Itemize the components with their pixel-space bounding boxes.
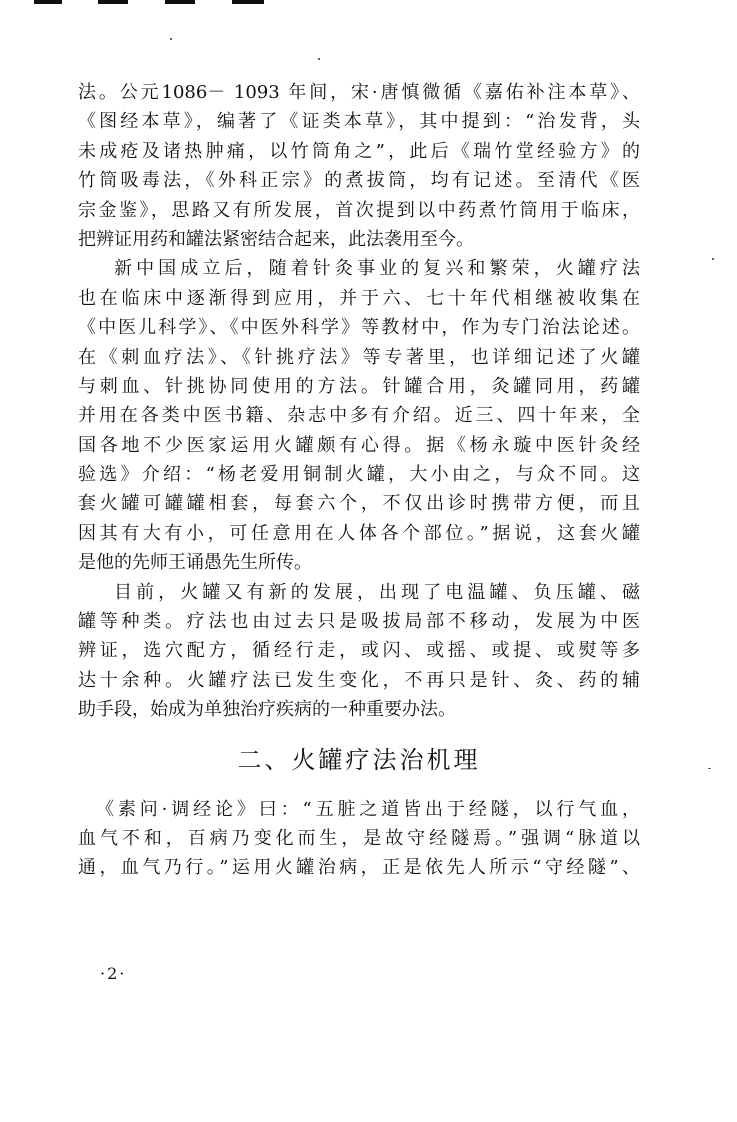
page-body [78, 78, 640, 883]
text-line: 宗金鉴》，思路又有所发展，首次提到以中药煮竹筒用于临床， [78, 199, 640, 221]
scan-speck [708, 768, 711, 769]
text-line: 验选》介绍：“杨老爱用铜制火罐，大小由之，与众不同。这 [78, 464, 640, 486]
text-line: 新中国成立后，随着针灸事业的复兴和繁荣，火罐疗法 [114, 258, 640, 280]
text-line: 是他的先师王诵愚先生所传。 [78, 552, 312, 574]
text-line: 因其有大有小，可任意用在人体各个部位。”据说，这套火罐 [78, 522, 640, 544]
text-line: 目前，火罐又有新的发展，出现了电温罐、负压罐、磁 [114, 581, 640, 603]
text-line: 助手段，始成为单独治疗疾病的一种重要办法。 [78, 699, 456, 721]
text-line: 未成疮及诸热肿痛，以竹筒角之”，此后《瑞竹堂经验方》的 [78, 140, 640, 162]
text-line: 血气不和，百病乃变化而生，是故守经隧焉。”强调“脉道以 [78, 827, 640, 849]
paragraph [78, 78, 640, 254]
text-line: 竹筒吸毒法，《外科正宗》的煮拔筒，均有记述。至清代《医 [78, 170, 640, 192]
scan-speck [712, 258, 714, 260]
scan-speck [318, 58, 320, 60]
paragraph [78, 795, 640, 883]
paragraph [78, 254, 640, 577]
text-line: 达十余种。火罐疗法已发生变化，不再只是针、灸、药的辅 [78, 669, 640, 691]
paragraph [78, 578, 640, 725]
text-line: 与刺血、针挑协同使用的方法。针罐合用，灸罐同用，药罐 [78, 375, 640, 397]
text-line: 《中医儿科学》、《中医外科学》等教材中，作为专门治法论述。 [78, 317, 640, 339]
text-line: 把辨证用药和罐法紧密结合起来，此法袭用至今。 [78, 228, 474, 250]
scan-speck [170, 38, 172, 40]
text-line: 在《刺血疗法》、《针挑疗法》等专著里，也详细记述了火罐 [78, 346, 640, 368]
text-line: 《素问·调经论》曰：“五脏之道皆出于经隧，以行气血， [96, 798, 640, 820]
page-number: ·2· [100, 964, 127, 983]
top-mark [34, 0, 62, 4]
text-line: 辨证，选穴配方，循经行走，或闪、或摇、或提、或熨等多 [78, 640, 640, 662]
top-mark [232, 0, 264, 4]
text-line: 套火罐可罐罐相套，每套六个，不仅出诊时携带方便，而且 [78, 493, 640, 515]
text-line: 罐等种类。疗法也由过去只是吸拔局部不移动，发展为中医 [78, 611, 640, 633]
text-line: 法。公元1086－ 1093 年间，宋·唐慎微循《嘉佑补注本草》、 [78, 82, 640, 103]
text-line: 通，血气乃行。”运用火罐治病，正是依先人所示“守经隧”、 [78, 857, 640, 879]
top-mark [165, 0, 195, 4]
top-mark [98, 0, 128, 4]
text-line: 也在临床中逐渐得到应用，并于六、七十年代相继被收集在 [78, 287, 640, 309]
section-heading: 二、火罐疗法治机理 [237, 745, 481, 774]
text-line: 《图经本草》，编著了《证类本草》，其中提到：“治发背，头 [78, 111, 640, 133]
text-line: 并用在各类中医书籍、杂志中多有介绍。近三、四十年来，全 [78, 405, 640, 427]
text-line: 国各地不少医家运用火罐颇有心得。据《杨永璇中医针灸经 [78, 434, 640, 456]
